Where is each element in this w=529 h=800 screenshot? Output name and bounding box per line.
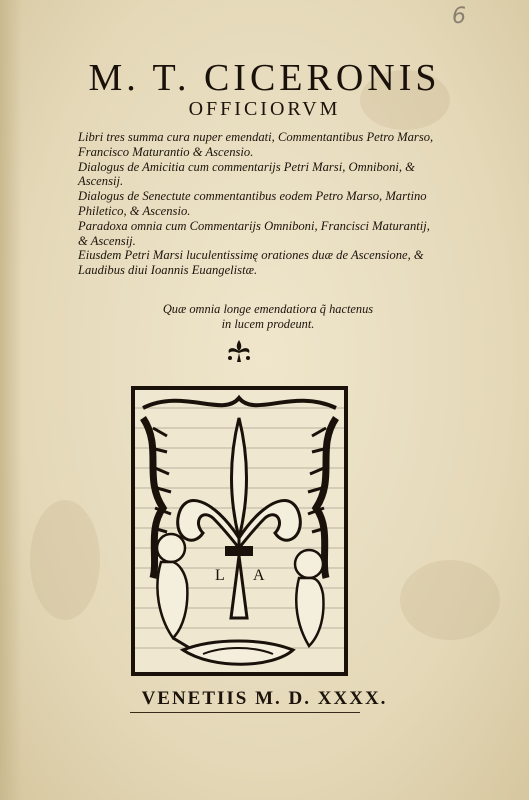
contents-entry: Dialogus de Amicitia cum commentarijs Petri Marsi, Omniboni, & Ascensij.: [78, 159, 415, 189]
paper-stain: [400, 560, 500, 640]
fleuron-ornament-icon: [223, 338, 255, 364]
paper-stain: [30, 500, 100, 620]
pencil-page-number: 6: [452, 4, 466, 29]
title-author: M. T. CICERONIS: [88, 57, 441, 99]
device-initial-a: A: [253, 567, 265, 584]
closing-statement: [118, 302, 418, 331]
imprint-line: VENETIIS M. D. XXXX.: [141, 688, 388, 709]
fleur-de-lis-with-putti-icon: [133, 388, 346, 674]
contents-entry: Dialogus de Senectute commentantibus eodem Petro Marso, Martino Philetico, & Ascensio.: [78, 189, 427, 218]
closing-line: Quæ omnia longe emendatiora q̃ hactenus: [162, 302, 374, 316]
contents-entry: Eiusdem Petri Marsi luculentissimę orationes duæ de Ascensione, & Laudibus diui Ioannis Euangelistæ.: [78, 248, 424, 278]
printer-device-woodcut: [131, 386, 348, 676]
closing-line: in lucem prodeunt.: [221, 316, 315, 331]
title-work: OFFICIORVM: [188, 98, 341, 120]
device-initial-l: L: [215, 567, 225, 584]
contents-entry: Paradoxa omnia cum Commentarijs Omniboni, Francisci Maturantij, & Ascensij.: [78, 218, 430, 248]
imprint-underline: [130, 712, 360, 713]
contents-entry: Libri tres summa cura nuper emendati, Commentantibus Petro Marso, Francisco Maturantio & Ascensio.: [78, 130, 434, 159]
contents-list: [78, 130, 438, 278]
